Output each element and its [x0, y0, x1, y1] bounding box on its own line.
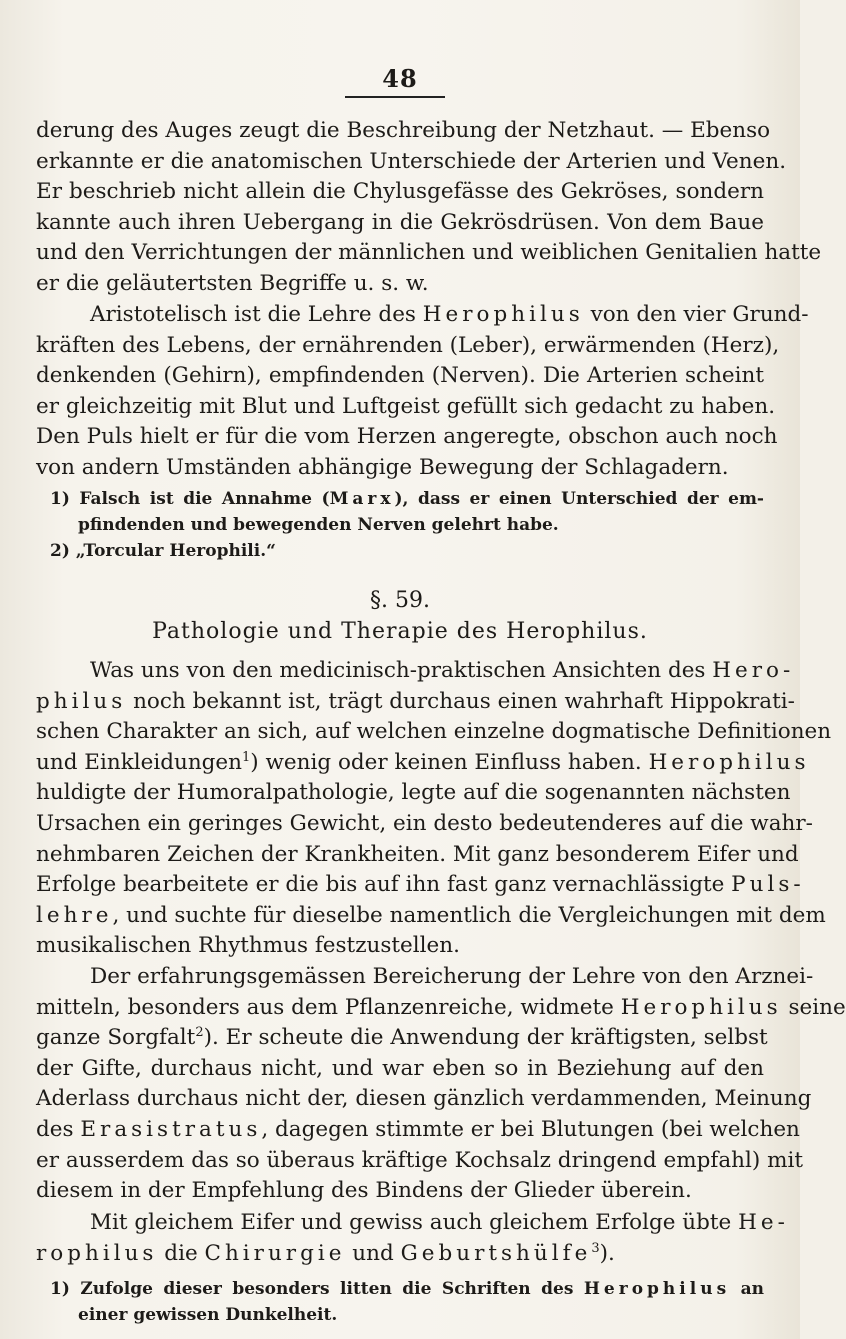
emphasized-term: lehre: [36, 902, 113, 928]
person-name: Herophilus: [583, 1279, 731, 1299]
text-line: er gleichzeitig mit Blut und Luftgeist gefüllt sich gedacht zu haben.: [36, 393, 776, 419]
header-rule: [345, 96, 445, 98]
person-name: Herophilus: [422, 302, 584, 327]
footnotes-1: [50, 486, 764, 564]
text-line: der Gifte, durchaus nicht, und war eben so in Beziehung auf den: [36, 1055, 764, 1081]
page-number: 48: [382, 64, 418, 93]
paragraph-1: [36, 116, 822, 300]
footnote: 2) „Torcular Herophili.“: [50, 541, 276, 561]
text-line: kräften des Lebens, der ernährenden (Leber), erwärmenden (Herz),: [36, 332, 780, 358]
text-line: er die geläutertsten Begriffe u. s. w.: [36, 270, 429, 296]
person-name: Hero-: [712, 658, 795, 683]
text-line: kannte auch ihren Uebergang in die Gekrösdrüsen. Von dem Baue: [36, 209, 764, 235]
person-name: Herophilus: [620, 994, 782, 1020]
text-line: Erfolge bearbeitete er die bis auf ihn fast ganz vernachlässigte Puls-: [36, 872, 805, 898]
person-name: rophilus: [36, 1240, 158, 1266]
person-name: philus: [36, 688, 127, 714]
text-line: von andern Umständen abhängige Bewegung der Schlagadern.: [36, 454, 729, 480]
text-line: er ausserdem das so überaus kräftige Kochsalz dringend empfahl) mit: [36, 1147, 803, 1173]
emphasized-term: Chirurgie: [204, 1240, 346, 1266]
paragraph-2: [36, 300, 809, 484]
footnote-ref: 3: [591, 1240, 600, 1256]
text-line: mitteln, besonders aus dem Pflanzenreiche, widmete Herophilus seine: [36, 994, 846, 1020]
text-line: Aderlass durchaus nicht der, diesen gänzlich verdammenden, Meinung: [36, 1086, 812, 1112]
paragraph-3: [36, 656, 832, 962]
person-name: Erasistratus: [80, 1116, 262, 1142]
text-line: Er beschrieb nicht allein die Chylusgefässe des Gekröses, sondern: [36, 179, 764, 205]
paragraph-4: [36, 962, 846, 1207]
text-line: musikalischen Rhythmus festzustellen.: [36, 933, 460, 959]
text-line: Den Puls hielt er für die vom Herzen angeregte, obschon auch noch: [36, 424, 778, 450]
section-number: §. 59.: [370, 588, 430, 613]
text-line: derung des Auges zeugt die Beschreibung der Netzhaut. — Ebenso: [36, 118, 771, 143]
emphasized-term: Geburtshülfe: [400, 1240, 592, 1266]
footnotes-2: [50, 1276, 764, 1328]
text-line: huldigte der Humoralpathologie, legte auf die sogenannten nächsten: [36, 780, 791, 806]
text-line: Aristotelisch ist die Lehre des Herophilus von den vier Grund-: [90, 302, 809, 327]
text-line: des Erasistratus, dagegen stimmte er bei Blutungen (bei welchen: [36, 1116, 800, 1142]
person-name: Herophilus: [648, 749, 810, 775]
text-line: nehmbaren Zeichen der Krankheiten. Mit ganz besonderem Eifer und: [36, 841, 799, 867]
footnote: 1) Zufolge dieser besonders litten die Schriften des Herophilus an: [50, 1279, 764, 1299]
text-line: und Einkleidungen$^1$) wenig oder keinen Einfluss haben. Herophilus: [36, 749, 810, 775]
emphasized-term: Puls-: [731, 872, 805, 898]
footnote: 1) Falsch ist die Annahme (Marx), dass er einen Unterschied der em-: [50, 489, 764, 509]
text-line: schen Charakter an sich, auf welchen einzelne dogmatische Definitionen: [36, 719, 832, 745]
text-line: Der erfahrungsgemässen Bereicherung der Lehre von den Arznei-: [90, 964, 814, 989]
text-line: Mit gleichem Eifer und gewiss auch gleichem Erfolge übte He-: [90, 1210, 789, 1235]
text-line: ganze Sorgfalt$^2$). Er scheute die Anwendung der kräftigsten, selbst: [36, 1025, 768, 1051]
text-line: lehre, und suchte für dieselbe namentlich die Vergleichungen mit dem: [36, 902, 826, 928]
section-heading: Pathologie und Therapie des Herophilus.: [152, 618, 648, 644]
section-header: [36, 586, 764, 647]
footnote-continuation: pfindenden und bewegenden Nerven gelehrt habe.: [78, 515, 559, 535]
footnote-ref: 1: [242, 749, 251, 765]
footnote-continuation: einer gewissen Dunkelheit.: [78, 1305, 338, 1325]
paragraph-5: [36, 1208, 789, 1269]
person-name: He-: [738, 1210, 789, 1235]
footnote-ref: 2: [195, 1025, 204, 1041]
text-line: philus noch bekannt ist, trägt durchaus einen wahrhaft Hippokrati-: [36, 688, 795, 714]
person-name: Marx: [329, 489, 395, 509]
text-line: Was uns von den medicinisch-praktischen Ansichten des Hero-: [90, 658, 795, 683]
text-line: diesem in der Empfehlung des Bindens der Glieder überein.: [36, 1178, 692, 1204]
text-line: Ursachen ein geringes Gewicht, ein desto bedeutenderes auf die wahr-: [36, 810, 813, 836]
text-line: erkannte er die anatomischen Unterschiede der Arterien und Venen.: [36, 148, 787, 174]
text-line: und den Verrichtungen der männlichen und weiblichen Genitalien hatte: [36, 240, 822, 266]
text-line: rophilus die Chirurgie und Geburtshülfe$^3$).: [36, 1240, 615, 1266]
text-line: denkenden (Gehirn), empfindenden (Nerven). Die Arterien scheint: [36, 363, 764, 389]
